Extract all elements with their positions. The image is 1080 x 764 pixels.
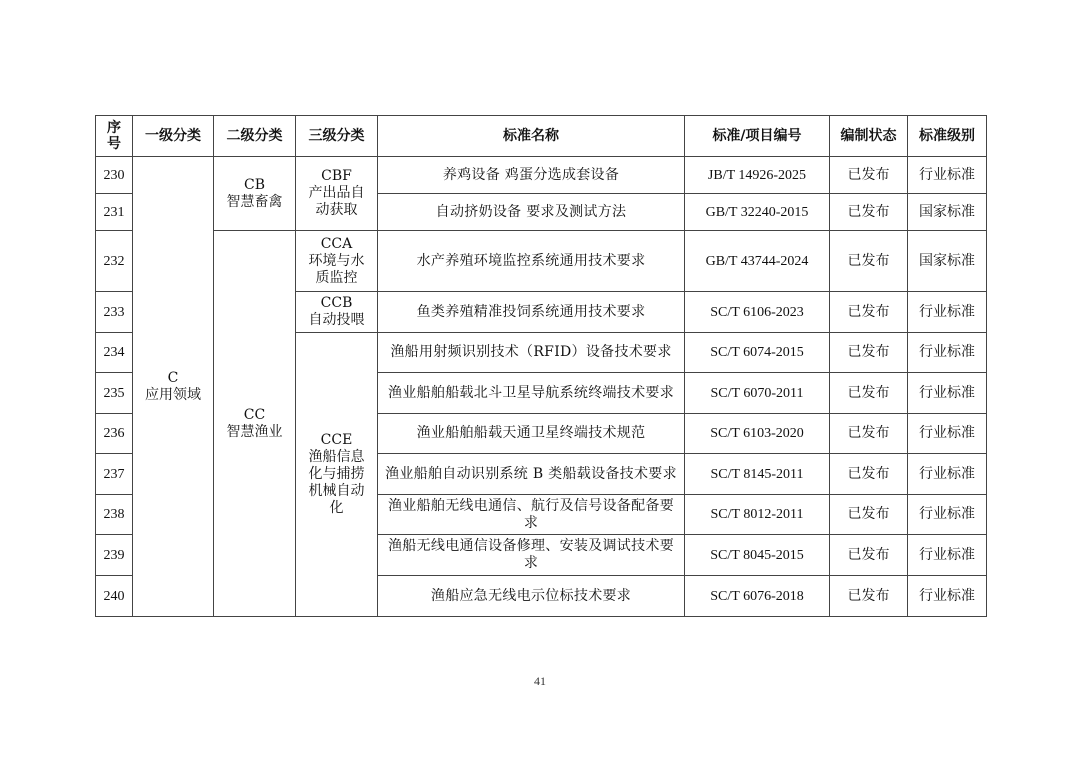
level2-cell-cc	[214, 231, 296, 617]
header-status: 编制状态	[830, 116, 908, 157]
grade: 行业标准	[908, 292, 987, 333]
standard-name: 渔业船舶无线电通信、航行及信号设备配备要求	[378, 495, 685, 535]
grade: 行业标准	[908, 414, 987, 454]
table-row	[96, 157, 987, 194]
row-number: 234	[96, 333, 133, 373]
standard-name: 养鸡设备 鸡蛋分选成套设备	[378, 157, 685, 194]
row-number: 240	[96, 576, 133, 617]
status: 已发布	[830, 292, 908, 333]
level3-cell-cca	[296, 231, 378, 292]
header-row	[96, 116, 987, 157]
row-number: 235	[96, 373, 133, 414]
level2-cell-cb	[214, 157, 296, 231]
row-number: 238	[96, 495, 133, 535]
status: 已发布	[830, 535, 908, 576]
standard-code: SC/T 6074-2015	[685, 333, 830, 373]
level1-code: C	[167, 369, 179, 386]
standard-code: GB/T 43744-2024	[685, 231, 830, 292]
level3-cell-ccb	[296, 292, 378, 333]
grade: 行业标准	[908, 157, 987, 194]
level2-code: CC	[243, 406, 266, 423]
level3-cell-cce	[296, 333, 378, 617]
level3-cell-cbf	[296, 157, 378, 231]
level2-name: 智慧渔业	[226, 423, 283, 440]
level3-code: CCE	[320, 432, 353, 448]
standard-name: 渔业船舶船载北斗卫星导航系统终端技术要求	[378, 373, 685, 414]
level3-name: 渔船信息化与捕捞机械自动化	[308, 449, 365, 516]
standard-name: 渔船用射频识别技术（RFID）设备技术要求	[378, 333, 685, 373]
level3-name: 环境与水质监控	[308, 252, 365, 286]
grade: 行业标准	[908, 333, 987, 373]
standard-code: GB/T 32240-2015	[685, 194, 830, 231]
standard-name: 自动挤奶设备 要求及测试方法	[378, 194, 685, 231]
status: 已发布	[830, 157, 908, 194]
row-number: 236	[96, 414, 133, 454]
grade: 行业标准	[908, 454, 987, 495]
grade: 行业标准	[908, 373, 987, 414]
row-number: 239	[96, 535, 133, 576]
level3-name: 自动投喂	[308, 312, 365, 328]
grade: 行业标准	[908, 495, 987, 535]
grade: 行业标准	[908, 576, 987, 617]
standard-code: SC/T 6070-2011	[685, 373, 830, 414]
standard-code: SC/T 6076-2018	[685, 576, 830, 617]
header-seq: 序号	[96, 116, 133, 157]
standard-code: SC/T 8012-2011	[685, 495, 830, 535]
level3-code: CBF	[321, 168, 352, 184]
status: 已发布	[830, 373, 908, 414]
status: 已发布	[830, 333, 908, 373]
standard-name: 渔船无线电通信设备修理、安装及调试技术要求	[378, 535, 685, 576]
header-grade: 标准级别	[908, 116, 987, 157]
status: 已发布	[830, 495, 908, 535]
status: 已发布	[830, 414, 908, 454]
level3-code: CCB	[320, 295, 353, 311]
row-number: 230	[96, 157, 133, 194]
standard-code: SC/T 8045-2015	[685, 535, 830, 576]
level1-cell	[133, 157, 214, 617]
grade: 行业标准	[908, 535, 987, 576]
status: 已发布	[830, 194, 908, 231]
level3-code: CCA	[320, 235, 353, 252]
header-level3: 三级分类	[296, 116, 378, 157]
standard-code: JB/T 14926-2025	[685, 157, 830, 194]
grade: 国家标准	[908, 194, 987, 231]
grade: 国家标准	[908, 231, 987, 292]
standard-name: 水产养殖环境监控系统通用技术要求	[378, 231, 685, 292]
table-row	[96, 231, 987, 292]
standard-code: SC/T 6106-2023	[685, 292, 830, 333]
header-code: 标准/项目编号	[685, 116, 830, 157]
header-level2: 二级分类	[214, 116, 296, 157]
row-number: 237	[96, 454, 133, 495]
standard-name: 渔船应急无线电示位标技术要求	[378, 576, 685, 617]
standard-code: SC/T 8145-2011	[685, 454, 830, 495]
level1-name: 应用领域	[145, 386, 201, 403]
status: 已发布	[830, 576, 908, 617]
standard-name: 渔业船舶船载天通卫星终端技术规范	[378, 414, 685, 454]
standard-name: 渔业船舶自动识别系统 B 类船载设备技术要求	[378, 454, 685, 495]
header-name: 标准名称	[378, 116, 685, 157]
row-number: 233	[96, 292, 133, 333]
level2-name: 智慧畜禽	[226, 193, 283, 210]
standard-name: 鱼类养殖精准投饲系统通用技术要求	[378, 292, 685, 333]
level3-name: 产出品自动获取	[308, 185, 365, 218]
page-number: 41	[534, 674, 546, 688]
standard-code: SC/T 6103-2020	[685, 414, 830, 454]
status: 已发布	[830, 454, 908, 495]
row-number: 231	[96, 194, 133, 231]
level2-code: CB	[244, 176, 265, 193]
status: 已发布	[830, 231, 908, 292]
standards-table	[95, 115, 987, 617]
row-number: 232	[96, 231, 133, 292]
header-level1: 一级分类	[133, 116, 214, 157]
